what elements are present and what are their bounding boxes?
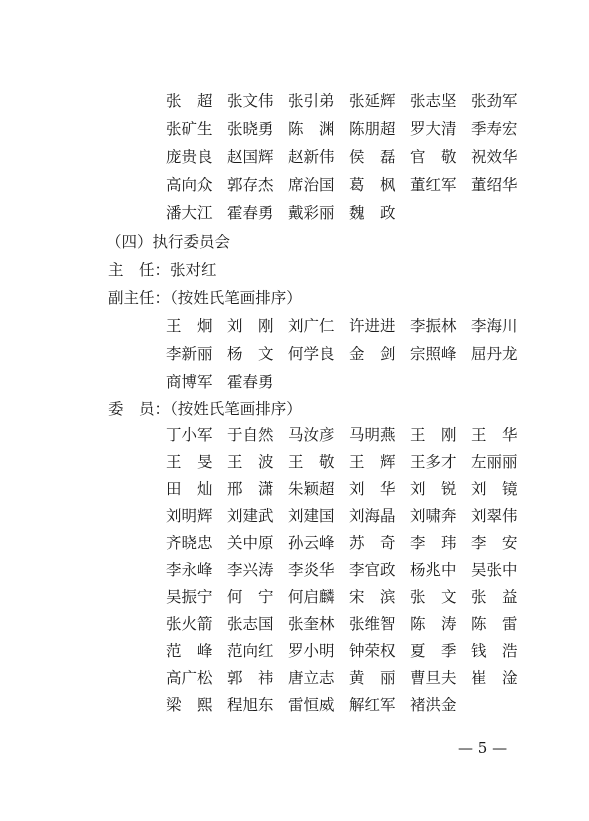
page-number: — 5 — [458, 739, 508, 757]
person-name: 董绍华 [471, 176, 518, 194]
person-name: 关中原 [227, 534, 274, 552]
person-name: 屈丹龙 [471, 345, 518, 363]
vice-chair-note: （按姓氏笔画排序） [170, 289, 302, 307]
person-name: 宗照峰 [410, 345, 457, 363]
person-name: 王多才 [410, 453, 457, 471]
person-name: 夏 季 [410, 642, 457, 660]
chair-name: 张对红 [170, 261, 217, 279]
person-name: 张志国 [227, 615, 274, 633]
person-name: 庞贵良 [166, 148, 213, 166]
name-row [166, 424, 532, 446]
section-title: （四）执行委员会 [106, 233, 231, 251]
name-row [166, 532, 532, 554]
person-name: 张 超 [166, 92, 213, 110]
name-row [166, 559, 532, 581]
person-name: 张晓勇 [227, 120, 274, 138]
person-name: 官 敬 [410, 148, 457, 166]
person-name: 解红军 [349, 696, 396, 714]
person-name: 祝效华 [471, 148, 518, 166]
person-name: 钟荣权 [349, 642, 396, 660]
person-name: 刘 锐 [410, 480, 457, 498]
person-name: 范 峰 [166, 642, 213, 660]
person-name: 钱 浩 [471, 642, 518, 660]
name-row [166, 667, 532, 689]
person-name: 李 玮 [410, 534, 457, 552]
person-name: 刘海晶 [349, 507, 396, 525]
person-name: 李炎华 [288, 561, 335, 579]
person-name: 邢 潇 [227, 480, 274, 498]
person-name: 陈 涛 [410, 615, 457, 633]
member-label: 委 员： [108, 400, 171, 418]
person-name: 霍春勇 [227, 373, 274, 391]
person-name: 崔 淦 [471, 669, 518, 687]
person-name: 唐立志 [288, 669, 335, 687]
person-name: 罗大清 [410, 120, 457, 138]
person-name: 褚洪金 [410, 696, 457, 714]
member-line [108, 398, 302, 420]
person-name: 董红军 [410, 176, 457, 194]
person-name: 李振林 [410, 317, 457, 335]
person-name: 何学良 [288, 345, 335, 363]
name-row [166, 174, 532, 196]
person-name: 杨 文 [227, 345, 274, 363]
name-row [166, 371, 288, 393]
person-name: 高广松 [166, 669, 213, 687]
person-name: 程旭东 [227, 696, 274, 714]
person-name: 戴彩丽 [288, 204, 335, 222]
person-name: 吴振宁 [166, 588, 213, 606]
name-row [166, 146, 532, 168]
name-row [166, 613, 532, 635]
person-name: 潘大江 [166, 204, 213, 222]
person-name: 陈 雷 [471, 615, 518, 633]
person-name: 李新丽 [166, 345, 213, 363]
person-name: 张 益 [471, 588, 518, 606]
person-name: 刘建武 [227, 507, 274, 525]
name-row [166, 343, 532, 365]
person-name: 张 文 [410, 588, 457, 606]
person-name: 李官政 [349, 561, 396, 579]
chair-line [108, 259, 217, 281]
person-name: 张奎林 [288, 615, 335, 633]
name-row [166, 451, 532, 473]
person-name: 张矿生 [166, 120, 213, 138]
person-name: 左丽丽 [471, 453, 518, 471]
name-row [166, 202, 410, 224]
person-name: 宋 滨 [349, 588, 396, 606]
person-name: 金 剑 [349, 345, 396, 363]
person-name: 王 敬 [288, 453, 335, 471]
member-note: （按姓氏笔画排序） [170, 400, 302, 418]
name-row [166, 315, 532, 337]
person-name: 李海川 [471, 317, 518, 335]
person-name: 吴张中 [471, 561, 518, 579]
person-name: 罗小明 [288, 642, 335, 660]
person-name: 侯 磊 [349, 148, 396, 166]
person-name: 高向众 [166, 176, 213, 194]
name-row [166, 586, 532, 608]
person-name: 刘建国 [288, 507, 335, 525]
name-row [166, 90, 532, 112]
name-row [166, 478, 532, 500]
person-name: 李兴涛 [227, 561, 274, 579]
person-name: 王 旻 [166, 453, 213, 471]
person-name: 曹旦夫 [410, 669, 457, 687]
person-name: 葛 枫 [349, 176, 396, 194]
person-name: 丁小军 [166, 426, 213, 444]
person-name: 齐晓忠 [166, 534, 213, 552]
person-name: 朱颖超 [288, 480, 335, 498]
person-name: 李 安 [471, 534, 518, 552]
person-name: 张引弟 [288, 92, 335, 110]
chair-label: 主 任： [108, 261, 171, 279]
person-name: 刘 刚 [227, 317, 274, 335]
person-name: 许进进 [349, 317, 396, 335]
person-name: 张维智 [349, 615, 396, 633]
person-name: 陈朋超 [349, 120, 396, 138]
name-row [166, 640, 532, 662]
person-name: 黄 丽 [349, 669, 396, 687]
person-name: 席治国 [288, 176, 335, 194]
person-name: 王 炯 [166, 317, 213, 335]
person-name: 马明燕 [349, 426, 396, 444]
person-name: 张火箭 [166, 615, 213, 633]
person-name: 王 辉 [349, 453, 396, 471]
person-name: 苏 奇 [349, 534, 396, 552]
person-name: 李永峰 [166, 561, 213, 579]
person-name: 田 灿 [166, 480, 213, 498]
person-name: 范向红 [227, 642, 274, 660]
name-row [166, 118, 532, 140]
person-name: 何 宁 [227, 588, 274, 606]
person-name: 霍春勇 [227, 204, 274, 222]
person-name: 王 刚 [410, 426, 457, 444]
name-row [166, 505, 532, 527]
person-name: 季寿宏 [471, 120, 518, 138]
person-name: 杨兆中 [410, 561, 457, 579]
vice-chair-label: 副主任： [108, 289, 171, 307]
vice-chair-line [108, 287, 302, 309]
person-name: 赵国辉 [227, 148, 274, 166]
person-name: 何启麟 [288, 588, 335, 606]
person-name: 郭存杰 [227, 176, 274, 194]
person-name: 刘广仁 [288, 317, 335, 335]
person-name: 刘啸奔 [410, 507, 457, 525]
person-name: 赵新伟 [288, 148, 335, 166]
person-name: 张延辉 [349, 92, 396, 110]
person-name: 刘 镜 [471, 480, 518, 498]
person-name: 王 波 [227, 453, 274, 471]
person-name: 郭 祎 [227, 669, 274, 687]
person-name: 王 华 [471, 426, 518, 444]
person-name: 雷恒威 [288, 696, 335, 714]
person-name: 张劲军 [471, 92, 518, 110]
person-name: 魏 政 [349, 204, 396, 222]
person-name: 于自然 [227, 426, 274, 444]
person-name: 商博军 [166, 373, 213, 391]
person-name: 孙云峰 [288, 534, 335, 552]
person-name: 陈 渊 [288, 120, 335, 138]
person-name: 张志坚 [410, 92, 457, 110]
person-name: 刘 华 [349, 480, 396, 498]
name-row [166, 694, 471, 716]
person-name: 马汝彦 [288, 426, 335, 444]
person-name: 刘翠伟 [471, 507, 518, 525]
person-name: 张文伟 [227, 92, 274, 110]
person-name: 刘明辉 [166, 507, 213, 525]
person-name: 梁 熙 [166, 696, 213, 714]
